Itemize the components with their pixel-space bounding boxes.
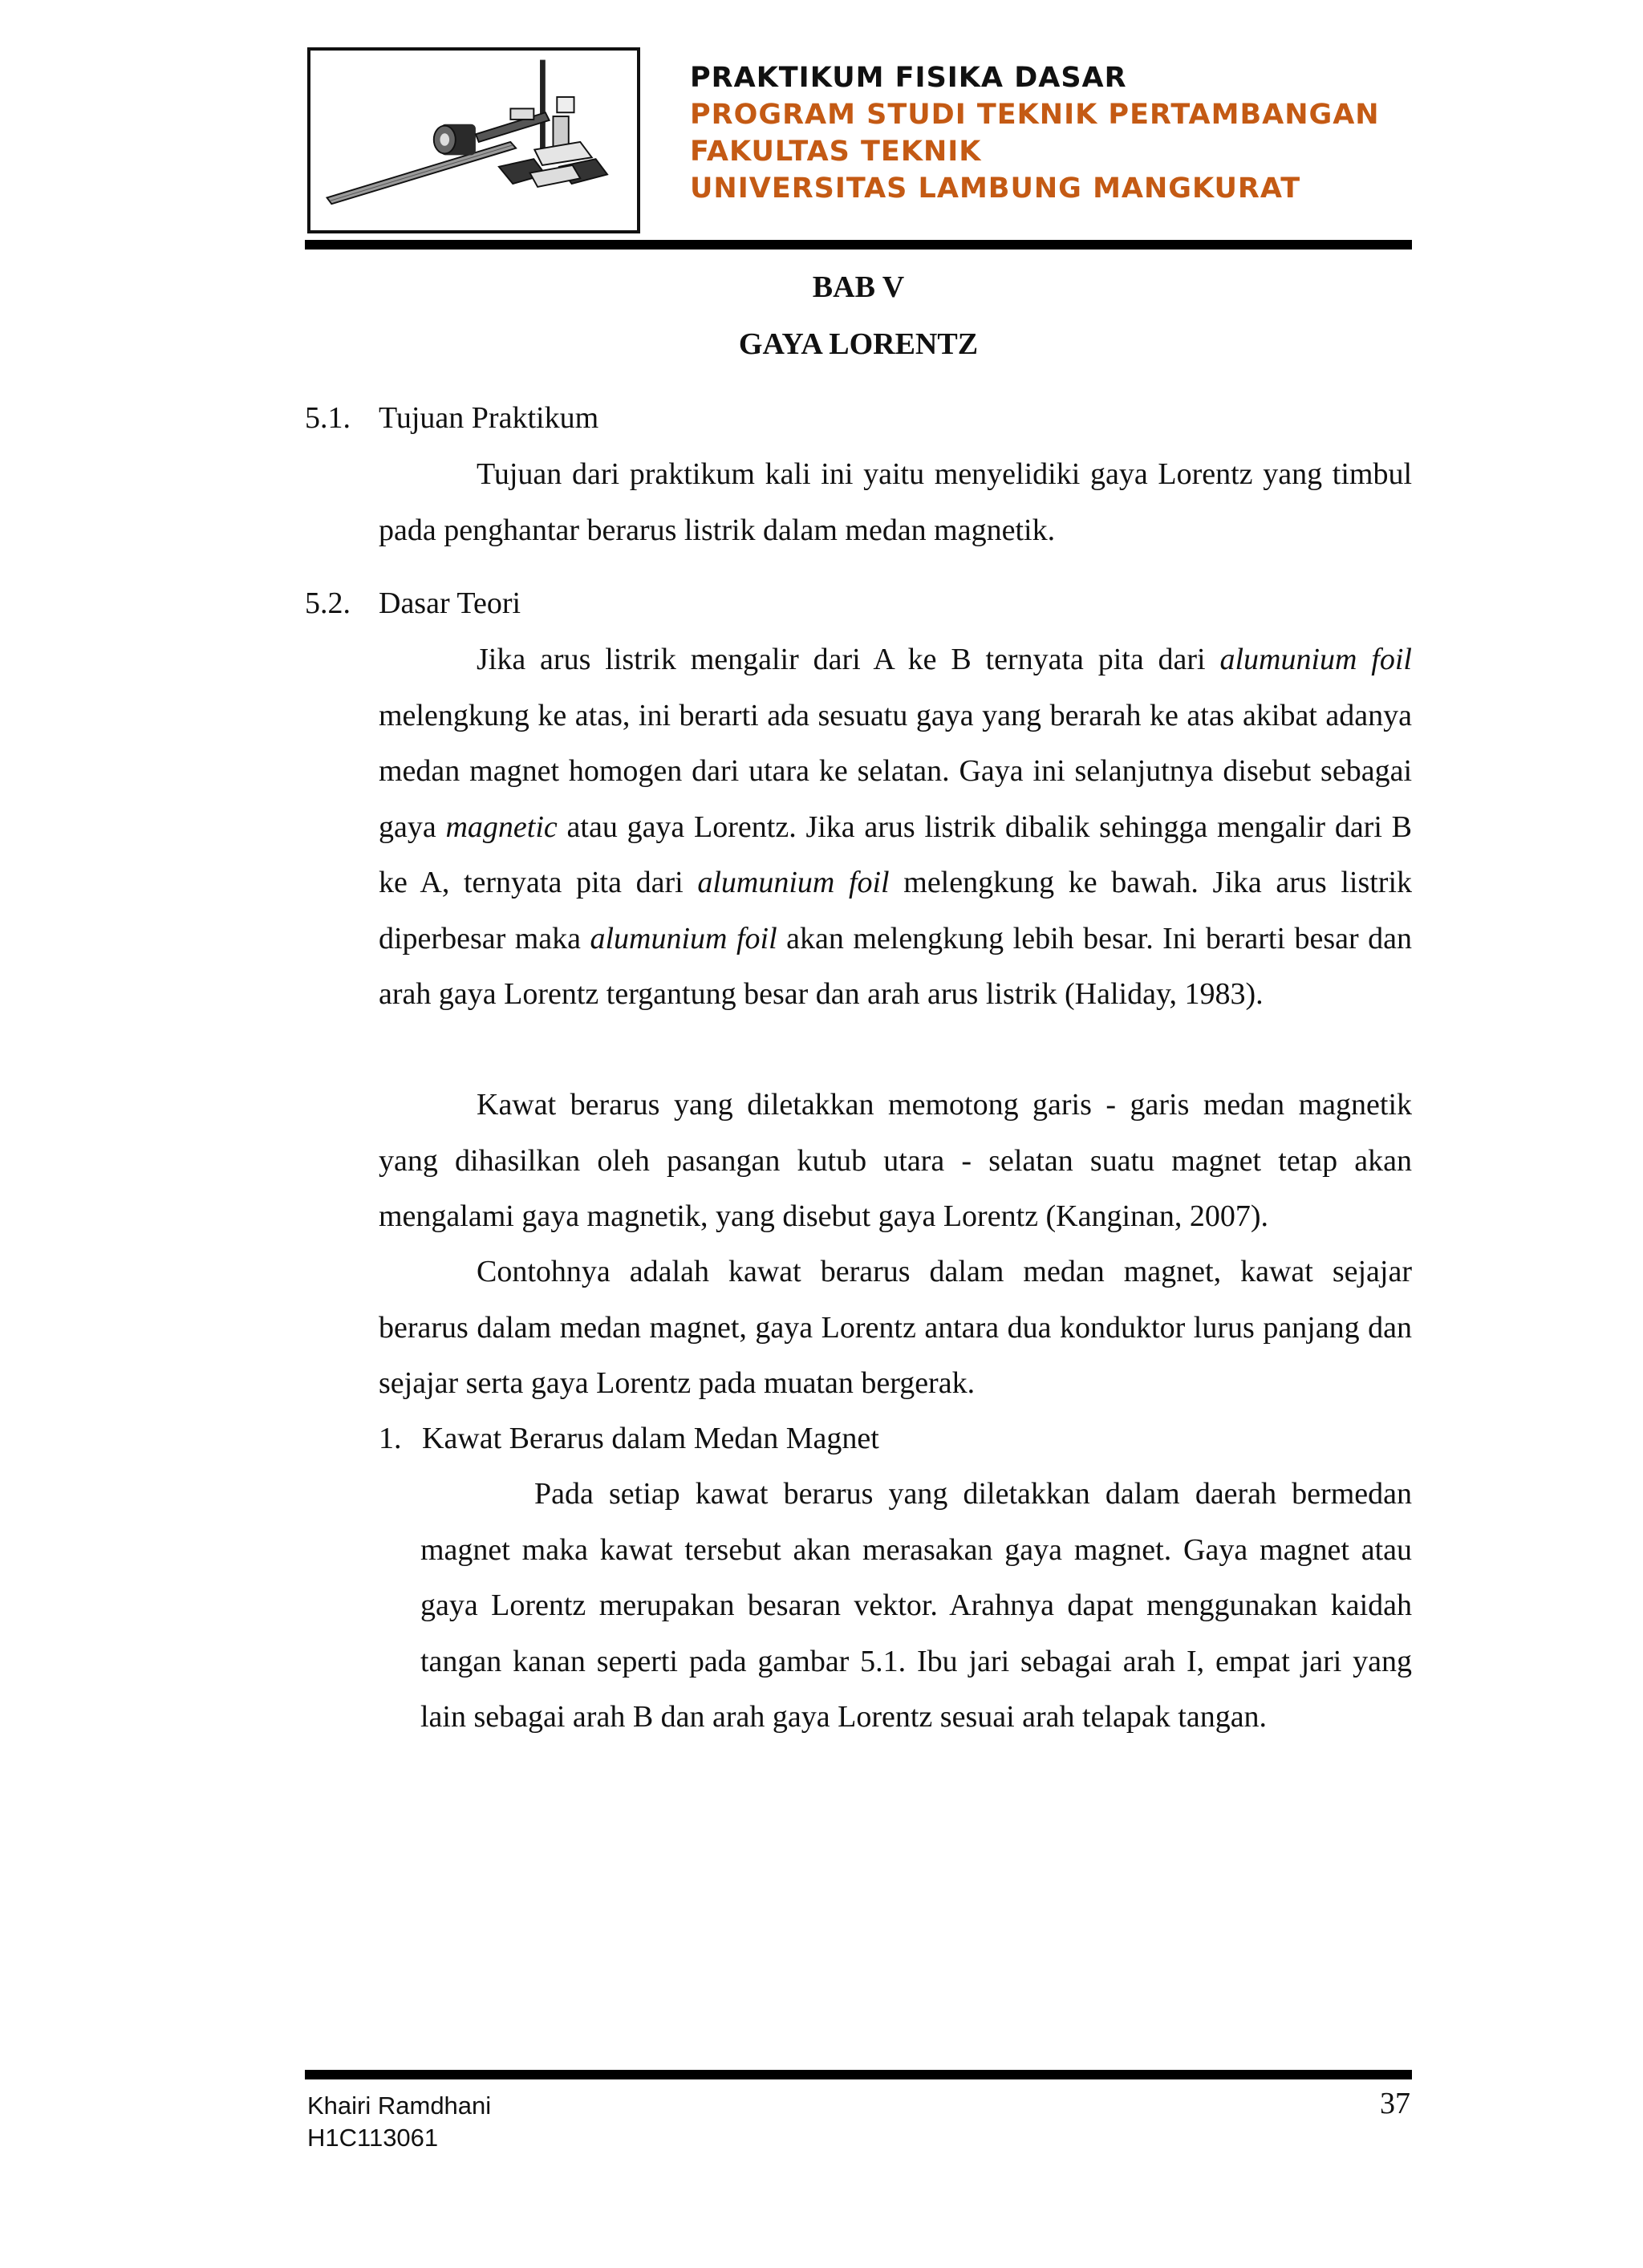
footer-divider (305, 2070, 1412, 2079)
page-number: 37 (1380, 2087, 1410, 2120)
paragraph-dasar-teori-1 (379, 632, 1412, 1023)
italic-term: alumunium foil (590, 921, 777, 955)
paragraph-text: Pada setiap kawat berarus yang diletakkan dalam daerah bermedan magnet maka kawat tersebut akan merasakan gaya magnet. Gaya magnet atau gaya Lorentz merupakan besaran vektor. Arahnya dapat menggunakan kaidah tangan kanan seperti pada gambar 5.1. Ibu jari sebagai arah I, empat jari yang lain sebagai arah B dan arah gaya Lorentz sesuai arah telapak tangan. (420, 1477, 1412, 1734)
text-run: melengkung ke atas, ini berarti ada sesuatu gaya yang berarah ke atas akibat adanya medan magnet homogen dari utara ke selatan. Gaya ini selanjutnya disebut sebagai gaya (379, 698, 1412, 844)
paragraph-kawat-berarus (420, 1467, 1412, 1746)
chapter-title: GAYA LORENTZ (738, 327, 979, 361)
header-faculty: FAKULTAS TEKNIK (690, 136, 982, 168)
italic-term: alumunium foil (697, 866, 890, 899)
footer-student-id: H1C113061 (307, 2124, 439, 2152)
section-heading-dasar-teori (305, 585, 947, 622)
text-run: Jika arus listrik mengalir dari A ke B ternyata pita dari (477, 643, 1220, 676)
text-run: melengkung ke bawah. Jika arus listrik diperbesar maka (379, 866, 1412, 955)
chapter-number: BAB V (812, 270, 905, 304)
text-run: akan melengkung lebih besar. Ini berarti besar dan arah gaya Lorentz tergantung besar dan arah arus listrik (Haliday, 1983). (379, 921, 1412, 1011)
paragraph-dasar-teori-3 (379, 1244, 1412, 1412)
header-divider (305, 240, 1412, 250)
footer-author-block (307, 2090, 491, 2154)
list-heading: Kawat Berarus dalam Medan Magnet (422, 1422, 879, 1455)
header-logo (307, 47, 640, 233)
lorentz-apparatus-illustration-icon (310, 51, 637, 230)
paragraph-tujuan (379, 447, 1412, 558)
header-program: PROGRAM STUDI TEKNIK PERTAMBANGAN (690, 99, 1380, 131)
italic-term: alumunium foil (1219, 643, 1412, 676)
italic-term: magnetic (445, 809, 558, 844)
paragraph-text: Tujuan dari praktikum kali ini yaitu menyelidiki gaya Lorentz yang timbul pada penghantar berarus listrik dalam medan magnetik. (379, 457, 1412, 547)
section-title: Dasar Teori (379, 586, 521, 620)
text-run: atau gaya Lorentz. Jika arus listrik dibalik sehingga mengalir dari B ke A, ternyata pita dari (379, 809, 1412, 899)
section-heading-tujuan (305, 400, 947, 436)
section-number: 5.2. (305, 586, 351, 620)
paragraph-dasar-teori-2 (379, 1077, 1412, 1245)
footer-author: Khairi Ramdhani (307, 2092, 492, 2120)
list-number: 1. (379, 1422, 402, 1455)
list-item-kawat-berarus (379, 1420, 1101, 1457)
paragraph-text: Kawat berarus yang diletakkan memotong garis - garis medan magnetik yang dihasilkan oleh pasangan kutub utara - selatan suatu magnet tetap akan mengalami gaya magnetik, yang disebut gaya Lorentz (Kanginan, 2007). (379, 1088, 1412, 1233)
header-course: PRAKTIKUM FISIKA DASAR (690, 62, 1127, 94)
section-title: Tujuan Praktikum (379, 401, 599, 435)
section-number: 5.1. (305, 401, 351, 435)
paragraph-text (379, 632, 1412, 1023)
header-institution (690, 59, 1380, 207)
header-university: UNIVERSITAS LAMBUNG MANGKURAT (690, 172, 1301, 205)
paragraph-text: Contohnya adalah kawat berarus dalam medan magnet, kawat sejajar berarus dalam medan magnet, gaya Lorentz antara dua konduktor lurus panjang dan sejajar serta gaya Lorentz pada muatan bergerak. (379, 1255, 1412, 1400)
